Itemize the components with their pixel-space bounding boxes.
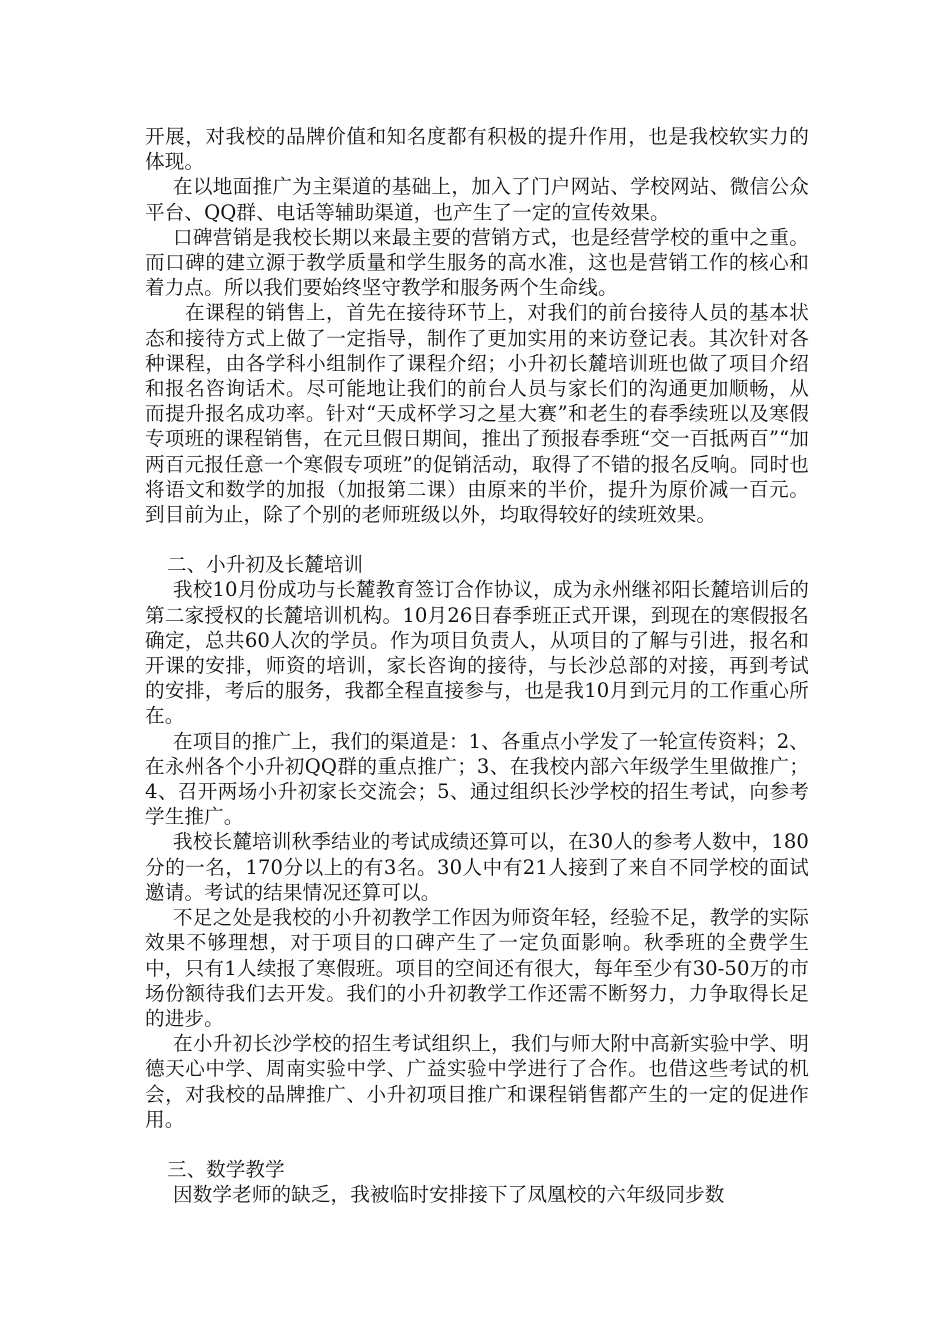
paragraph: 不足之处是我校的小升初教学工作因为师资年轻，经验不足，教学的实际效果不够理想，对于项目的口碑产生了一定负面影响。秋季班的全费学生中，只有1人续报了寒假班。项目的空间还有很大，每年至少有30-50万的市场份额待我们去开发。我们的小升初教学工作还需不断努力，力争取得长足的进步。	[145, 906, 809, 1030]
section-heading: 三、数学教学	[167, 1157, 285, 1181]
paragraph: 我校10月份成功与长麓教育签订合作协议，成为永州继祁阳长麓培训后的第二家授权的长麓培训机构。10月26日春季班正式开课，到现在的寒假报名确定，总共60人次的学员。作为项目负责人，从项目的了解与引进，报名和开课的安排，师资的培训，家长咨询的接待，与长沙总部的对接，再到考试的安排，考后的服务，我都全程直接参与，也是我10月到元月的工作重心所在。	[145, 578, 809, 728]
paragraph-gap	[145, 527, 809, 552]
paragraph: 我校长麓培训秋季结业的考试成绩还算可以，在30人的参考人数中，180分的一名，170分以上的有3名。30人中有21人接到了来自不同学校的面试邀请。考试的结果情况还算可以。	[145, 830, 809, 904]
paragraph: 在以地面推广为主渠道的基础上，加入了门户网站、学校网站、微信公众平台、QQ群、电话等辅助渠道，也产生了一定的宣传效果。	[145, 175, 809, 224]
paragraph: 在项目的推广上，我们的渠道是：1、各重点小学发了一轮宣传资料；2、在永州各个小升初QQ群的重点推广；3、在我校内部六年级学生里做推广；4、召开两场小升初家长交流会；5、通过组织长沙学校的招生考试，向参考学生推广。	[145, 729, 809, 829]
paragraph: 开展，对我校的品牌价值和知名度都有积极的提升作用，也是我校软实力的体现。	[145, 125, 809, 174]
paragraph: 口碑营销是我校长期以来最主要的营销方式，也是经营学校的重中之重。而口碑的建立源于教学质量和学生服务的高水准，这也是营销工作的核心和着力点。所以我们要始终坚守教学和服务两个生命线。	[145, 225, 809, 300]
paragraph-gap	[145, 1132, 809, 1157]
paragraph: 因数学老师的缺乏，我被临时安排接下了凤凰校的六年级同步数	[173, 1183, 725, 1207]
paragraph: 在小升初长沙学校的招生考试组织上，我们与师大附中高新实验中学、明德天心中学、周南实验中学、广益实验中学进行了合作。也借这些考试的机会，对我校的品牌推广、小升初项目推广和课程销售都产生的一定的促进作用。	[145, 1032, 809, 1131]
section-heading: 二、小升初及长麓培训	[167, 553, 363, 577]
document-page	[145, 124, 809, 1207]
paragraph: 在课程的销售上，首先在接待环节上，对我们的前台接待人员的基本状态和接待方式上做了一定指导，制作了更加实用的来访登记表。其次针对各种课程，由各学科小组制作了课程介绍；小升初长麓培训班也做了项目介绍和报名咨询话术。尽可能地让我们的前台人员与家长们的沟通更加顺畅，从而提升报名成功率。针对“天成杯学习之星大赛”和老生的春季续班以及寒假专项班的课程销售，在元旦假日期间，推出了预报春季班“交一百抵两百”“加两百元报任意一个寒假专项班”的促销活动，取得了不错的报名反响。同时也将语文和数学的加报（加报第二课）由原来的半价，提升为原价减一百元。到目前为止，除了个别的老师班级以外，均取得较好的续班效果。	[145, 301, 809, 527]
